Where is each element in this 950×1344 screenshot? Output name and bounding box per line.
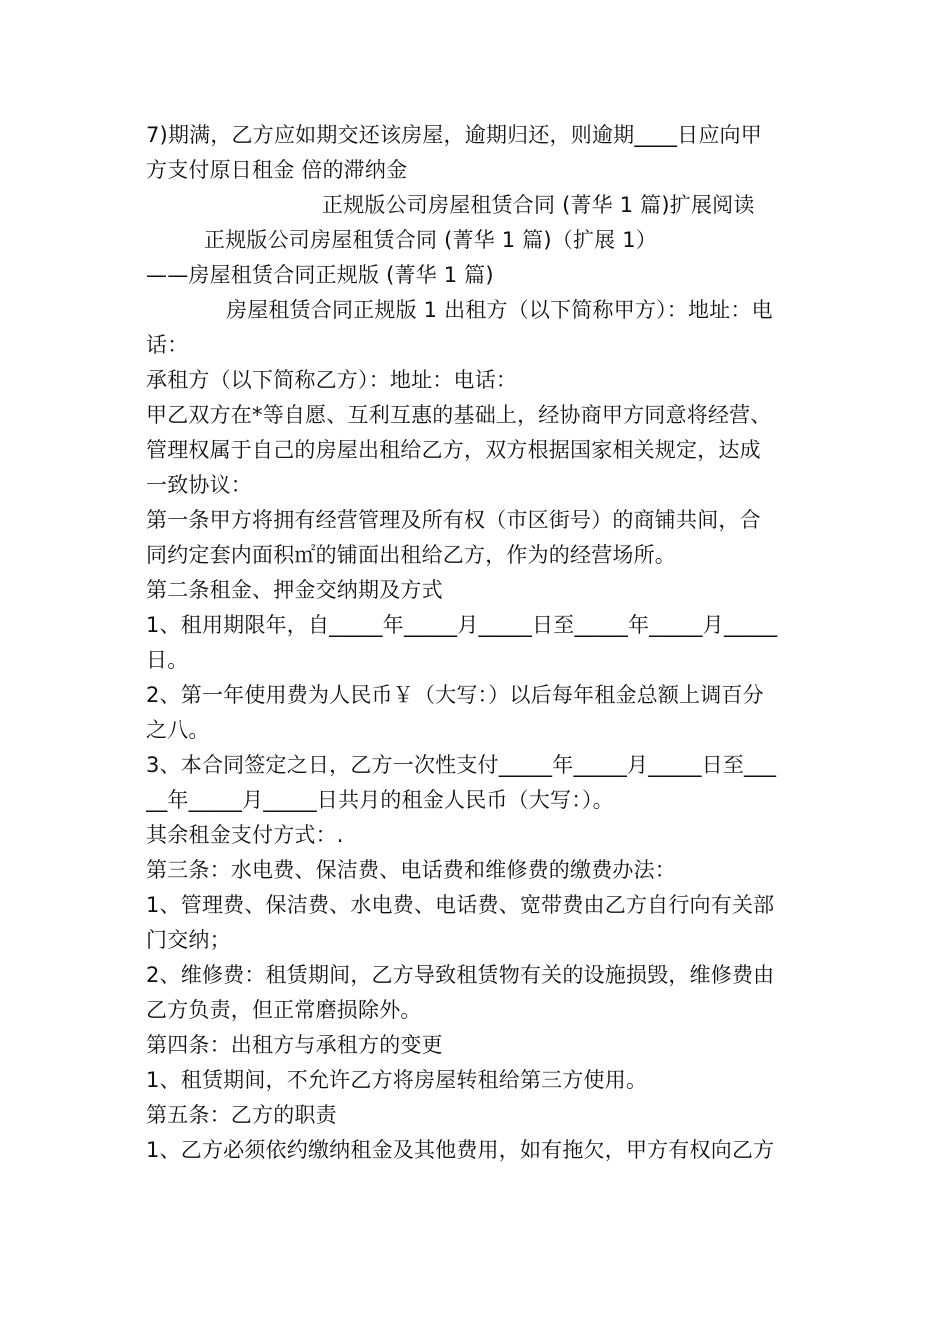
text-line: 乙方负责，但正常磨损除外。 — [146, 998, 422, 1022]
clause-heading: 第四条：出租方与承租方的变更 — [146, 1033, 443, 1057]
text-line: 之八。 — [146, 718, 210, 742]
text-line: 7)期满，乙方应如期交还该房屋，逾期归还，则逾期____日应向甲 — [146, 123, 762, 147]
section-heading: 正规版公司房屋租赁合同 (菁华 1 篇)扩展阅读 — [322, 193, 755, 217]
document-page — [146, 118, 808, 1168]
text-line: 2、第一年使用费为人民币￥（大写：）以后每年租金总额上调百分 — [146, 683, 764, 707]
text-line: 一致协议： — [146, 473, 252, 497]
text-line: __年_____月_____日共月的租金人民币（大写：）。 — [146, 788, 614, 812]
text-line: 1、租赁期间，不允许乙方将房屋转租给第三方使用。 — [146, 1068, 648, 1092]
clause-heading: 第二条租金、押金交纳期及方式 — [146, 578, 443, 602]
text-line: 1、管理费、保洁费、水电费、电话费、宽带费由乙方自行向有关部 — [146, 893, 775, 917]
clause-heading: 第三条：水电费、保洁费、电话费和维修费的缴费办法： — [146, 858, 676, 882]
text-line: 日。 — [146, 648, 189, 672]
text-line: 2、维修费：租赁期间，乙方导致租赁物有关的设施损毁，维修费由 — [146, 963, 775, 987]
text-line: 承租方（以下简称乙方）：地址：电话： — [146, 368, 518, 392]
text-line: 其余租金支付方式：. — [146, 823, 344, 847]
text-line: 1、租用期限年，自_____年_____月_____日至_____年_____月_____ — [146, 613, 778, 637]
text-line: 甲乙双方在*等自愿、互利互惠的基础上，经协商甲方同意将经营、 — [146, 403, 772, 427]
clause-heading: 第五条：乙方的职责 — [146, 1103, 337, 1127]
section-heading: 正规版公司房屋租赁合同 (菁华 1 篇)（扩展 1） — [204, 228, 658, 252]
text-line: 门交纳； — [146, 928, 231, 952]
text-line: 方支付原日租金 倍的滞纳金 — [146, 158, 408, 182]
text-line: 话： — [146, 333, 189, 357]
document-title: ——房屋租赁合同正规版 (菁华 1 篇) — [146, 263, 494, 287]
text-line: 第一条甲方将拥有经营管理及所有权（市区街号）的商铺共间，合 — [146, 508, 761, 532]
text-line: 房屋租赁合同正规版 1 出租方（以下简称甲方）：地址：电 — [226, 298, 773, 322]
text-line: 3、本合同签定之日，乙方一次性支付_____年_____月_____日至___ — [146, 753, 777, 777]
text-line: 管理权属于自己的房屋出租给乙方，双方根据国家相关规定，达成 — [146, 438, 761, 462]
text-line: 1、乙方必须依约缴纳租金及其他费用，如有拖欠，甲方有权向乙方 — [146, 1138, 775, 1162]
text-line: 同约定套内面积㎡的铺面出租给乙方，作为的经营场所。 — [146, 543, 676, 567]
